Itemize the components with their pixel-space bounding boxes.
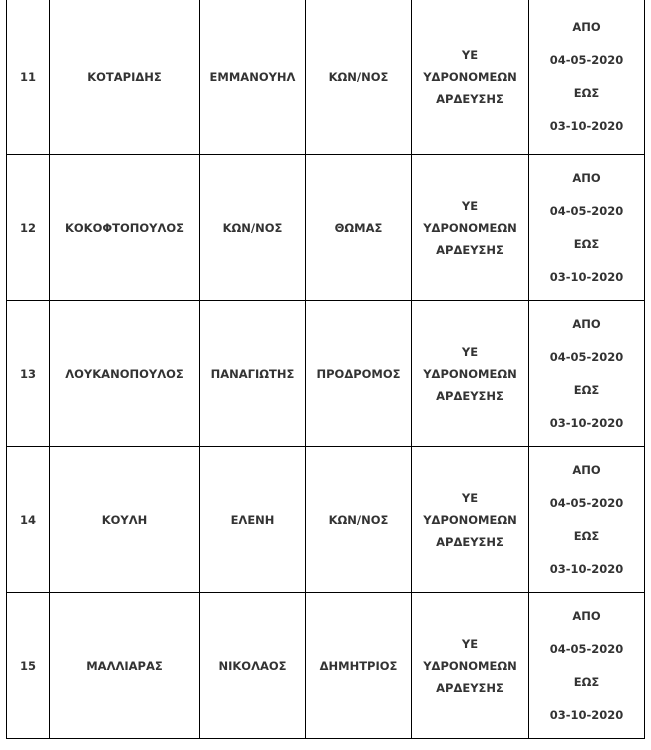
period-end-date: 03-10-2020 (549, 269, 624, 284)
surname-cell: ΚΟΚΟΦΤΟΠΟΥΛΟΣ (50, 155, 200, 301)
period-to-label: ΕΩΣ (573, 674, 600, 689)
period-end-date: 03-10-2020 (549, 707, 624, 722)
specialty-line: ΑΡΔΕΥΣΗΣ (436, 534, 504, 549)
father-name-cell: ΘΩΜΑΣ (306, 155, 412, 301)
specialty-line: ΥΔΡΟΝΟΜΕΩΝ (423, 220, 517, 235)
first-name-cell: ΝΙΚΟΛΑΟΣ (200, 593, 306, 739)
staff-roster-table (6, 0, 645, 739)
row-number: 14 (7, 447, 50, 593)
specialty-cell (412, 593, 529, 739)
period-start-date: 04-05-2020 (549, 53, 624, 67)
specialty-line: ΥΕ (461, 198, 479, 213)
first-name-cell: ΕΜΜΑΝΟΥΗΛ (200, 0, 306, 155)
period-cell (529, 0, 645, 155)
father-name-cell: ΚΩΝ/ΝΟΣ (306, 447, 412, 593)
period-cell (529, 155, 645, 301)
period-end-date: 03-10-2020 (549, 561, 624, 576)
specialty-line: ΥΕ (461, 48, 479, 62)
period-to-label: ΕΩΣ (573, 86, 600, 100)
specialty-line: ΥΕ (461, 490, 479, 505)
period-from-label: ΑΠΟ (572, 170, 601, 185)
specialty-line: ΑΡΔΕΥΣΗΣ (436, 92, 504, 106)
first-name-cell: ΕΛΕΝΗ (200, 447, 306, 593)
specialty-line: ΥΔΡΟΝΟΜΕΩΝ (423, 366, 517, 381)
period-to-label: ΕΩΣ (573, 236, 600, 251)
period-start-date: 04-05-2020 (549, 641, 624, 656)
specialty-line: ΥΕ (461, 344, 479, 359)
period-from-label: ΑΠΟ (572, 462, 601, 477)
period-to-label: ΕΩΣ (573, 382, 600, 397)
period-start-date: 04-05-2020 (549, 349, 624, 364)
specialty-line: ΑΡΔΕΥΣΗΣ (436, 388, 504, 403)
table-row (7, 593, 645, 739)
surname-cell: ΛΟΥΚΑΝΟΠΟΥΛΟΣ (50, 301, 200, 447)
specialty-line: ΥΔΡΟΝΟΜΕΩΝ (423, 658, 517, 673)
period-cell (529, 301, 645, 447)
specialty-cell (412, 447, 529, 593)
specialty-cell (412, 301, 529, 447)
period-start-date: 04-05-2020 (549, 495, 624, 510)
specialty-line: ΥΔΡΟΝΟΜΕΩΝ (423, 512, 517, 527)
table-row (7, 0, 645, 155)
specialty-line: ΑΡΔΕΥΣΗΣ (436, 242, 504, 257)
period-end-date: 03-10-2020 (549, 415, 624, 430)
father-name-cell: ΠΡΟΔΡΟΜΟΣ (306, 301, 412, 447)
specialty-cell (412, 0, 529, 155)
father-name-cell: ΚΩΝ/ΝΟΣ (306, 0, 412, 155)
period-from-label: ΑΠΟ (572, 20, 601, 34)
specialty-line: ΑΡΔΕΥΣΗΣ (436, 680, 504, 695)
table-row (7, 447, 645, 593)
first-name-cell: ΚΩΝ/ΝΟΣ (200, 155, 306, 301)
surname-cell: ΚΟΥΛΗ (50, 447, 200, 593)
surname-cell: ΜΑΛΛΙΑΡΑΣ (50, 593, 200, 739)
row-number: 15 (7, 593, 50, 739)
period-cell (529, 447, 645, 593)
first-name-cell: ΠΑΝΑΓΙΩΤΗΣ (200, 301, 306, 447)
period-to-label: ΕΩΣ (573, 528, 600, 543)
period-cell (529, 593, 645, 739)
table-row (7, 155, 645, 301)
father-name-cell: ΔΗΜΗΤΡΙΟΣ (306, 593, 412, 739)
period-end-date: 03-10-2020 (549, 119, 624, 133)
period-from-label: ΑΠΟ (572, 608, 601, 623)
table-row (7, 301, 645, 447)
specialty-cell (412, 155, 529, 301)
surname-cell: ΚΟΤΑΡΙΔΗΣ (50, 0, 200, 155)
period-from-label: ΑΠΟ (572, 316, 601, 331)
row-number: 11 (7, 0, 50, 155)
period-start-date: 04-05-2020 (549, 203, 624, 218)
row-number: 12 (7, 155, 50, 301)
specialty-line: ΥΕ (461, 636, 479, 651)
specialty-line: ΥΔΡΟΝΟΜΕΩΝ (423, 70, 517, 84)
row-number: 13 (7, 301, 50, 447)
